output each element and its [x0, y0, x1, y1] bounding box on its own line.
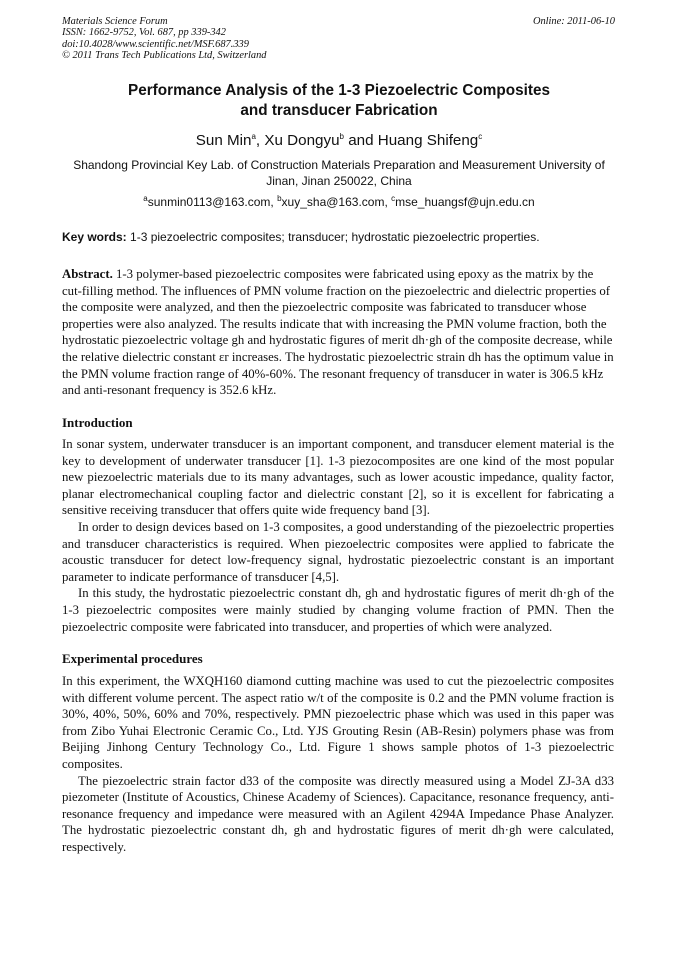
keywords-label: Key words: — [62, 230, 127, 244]
title-line-1: Performance Analysis of the 1-3 Piezoelectric Composites — [128, 82, 550, 99]
introduction-section — [62, 436, 614, 635]
paragraph: In order to design devices based on 1-3 composites, a good understanding of the piezoelectric properties and transducer characteristics is required. When piezoelectric composites were applied to fabricate the acoustic transducer for detect low-frequency signal, hydrostatic piezoelectric constant is an important parameter to indicate performance of transducer [4,5]. — [62, 519, 614, 584]
author-mark: c — [478, 131, 483, 141]
author-name: Sun Min — [195, 132, 252, 149]
experimental-section — [62, 673, 614, 856]
title-line-2: and transducer Fabrication — [240, 102, 438, 119]
journal-name: Materials Science Forum — [62, 16, 168, 27]
email-mark: a — [143, 194, 148, 203]
author-name: Xu Dongyu — [264, 132, 340, 149]
author-separator: , — [255, 132, 265, 149]
email-mark: c — [391, 194, 396, 203]
email-link[interactable]: xuy_sha@163.com — [281, 195, 385, 209]
email-link[interactable]: mse_huangsf@ujn.edu.cn — [395, 195, 535, 209]
author-mark: a — [251, 131, 256, 141]
paragraph: In this experiment, the WXQH160 diamond cutting machine was used to cut the piezoelectric composites with different volume percent. The aspect ratio w/t of the composite is 0.2 and the PMN volume fraction is 30%, 40%, 50%, 60% and 70%, respectively. PMN piezoelectric phase which was used in this paper was from Zibo Yuhai Electronic Ceramic Co., Ltd. YJS Grouting Resin (AB-Resin) polymers phase was from Beijing Jinhong Century Technology Co., Ltd. Figure 1 shows sample photos of 1-3 piezoelectric composites. — [62, 674, 614, 771]
email-list: $^a$sunmin0113@163.com, $^b$xuy_sha@163.com, $^c$mse_huangsf@ujn.edu.cn — [143, 194, 535, 209]
online-date: Online: 2011-06-10 — [532, 16, 615, 27]
paragraph: In this study, the hydrostatic piezoelectric constant dh, gh and hydrostatic figures of merit dh·gh of the 1-3 piezoelectric composites were mainly studied by changing volume fraction of PMN. Then the piezoelectric composite were fabricated into transducer, and properties of which were analyzed. — [62, 586, 614, 634]
author-list — [62, 131, 616, 151]
author-mark: b — [339, 131, 344, 141]
abstract-text: 1-3 polymer-based piezoelectric composites were fabricated using epoxy as the matrix by the cut-filling method. The influences of PMN volume fraction on the piezoelectric and dielectric properties of the composite were analyzed, and then the piezoelectric composite was fabricated to transducer whose properties were also analyzed. The results indicate that with increasing the PMN volume fraction, both the hydrostatic piezoelectric voltage gh and hydrostatic figures of merit dh·gh of the composite decrease, while the relative dielectric constant εr increases. The hydrostatic piezoelectric strain dh has the optimum value in the PMN volume fraction range of 40%-60%. The resonant frequency of transducer in water is 306.5 kHz and anti-resonant frequency is 352.6 kHz. — [62, 267, 614, 398]
introduction-heading: Introduction — [62, 415, 133, 430]
email-mark: b — [277, 194, 282, 203]
journal-copyright: © 2011 Trans Tech Publications Ltd, Switzerland — [62, 50, 267, 62]
affiliation: Shandong Provincial Key Lab. of Construction Materials Preparation and Measurement University of Jinan, Jinan 250022, China — [73, 158, 605, 188]
keywords — [62, 229, 616, 245]
author-separator: and — [343, 132, 378, 149]
journal-doi: doi:10.4028/www.scientific.net/MSF.687.339 — [62, 38, 249, 50]
journal-header — [62, 16, 266, 62]
keywords-text: 1-3 piezoelectric composites; transducer; hydrostatic piezoelectric properties. — [126, 230, 540, 244]
paper-title — [62, 81, 616, 121]
paragraph: The piezoelectric strain factor d33 of the composite was directly measured using a Model ZJ-3A d33 piezometer (Institute of Acoustics, Chinese Academy of Sciences). Capacitance, resonance frequency, anti-resonance frequency and impedance were measured with an Agilent 4294A Impedance Phase Analyzer. The hydrostatic piezoelectric constant dh, gh and hydrostatic figures of merit dh·gh were calculated, respectively. — [62, 773, 614, 854]
abstract — [62, 266, 614, 399]
paragraph: In sonar system, underwater transducer is an important component, and transducer element material is the key to development of underwater transducer [1]. 1-3 piezocomposites are one kind of the most popular new piezoelectric materials due to its many advantages, such as lower acoustic impedance, quality factor, planar electromechanical coupling factor and dielectric constant [2], so it is excellent for fabricating a sensitive receiving transducer that offers quite wide frequency band [3]. — [62, 437, 614, 518]
author-name: Huang Shifeng — [377, 132, 479, 149]
experimental-heading: Experimental procedures — [62, 651, 203, 666]
journal-issn: ISSN: 1662-9752, Vol. 687, pp 339-342 — [62, 27, 226, 39]
abstract-label: Abstract. — [62, 267, 113, 281]
email-link[interactable]: sunmin0113@163.com — [147, 195, 271, 209]
